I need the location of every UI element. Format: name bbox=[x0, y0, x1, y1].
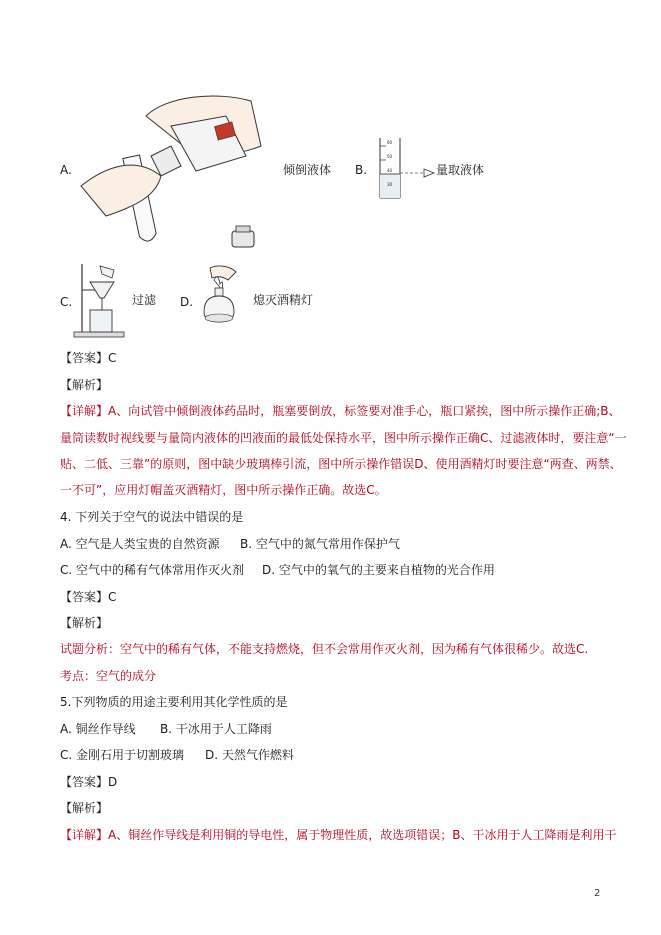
cylinder-tick-40: 40 bbox=[387, 168, 393, 173]
q3-analysis-heading: 【解析】 bbox=[60, 378, 109, 392]
q3-detail-line-3: 贴、二低、三靠”的原则，图中缺少玻璃棒引流，图中所示操作错误D、使用酒精灯时要注意“两查、两禁、 bbox=[60, 457, 622, 471]
q3-answer: 【答案】C bbox=[60, 351, 117, 365]
q3-detail-line-2: 量筒读数时视线要与量筒内液体的凹液面的最低处保持水平，图中所示操作正确C、过滤液体时，要注意“一 bbox=[60, 431, 627, 445]
q5-stem: 5.下列物质的用途主要利用其化学性质的是 bbox=[60, 695, 288, 709]
q5-answer: 【答案】D bbox=[60, 775, 118, 789]
q4-option-b: B. 空气中的氮气常用作保护气 bbox=[240, 537, 400, 551]
option-c-label: C. bbox=[60, 295, 73, 309]
option-a-label: A. bbox=[60, 163, 72, 177]
q4-kaodian: 考点：空气的成分 bbox=[60, 669, 157, 683]
option-b-caption: 量取液体 bbox=[436, 163, 485, 177]
q4-analysis-heading: 【解析】 bbox=[60, 616, 109, 630]
cylinder-tick-30: 30 bbox=[387, 182, 393, 187]
figure-filtration bbox=[72, 262, 128, 338]
q4-answer: 【答案】C bbox=[60, 590, 117, 604]
option-b-label: B. bbox=[355, 163, 368, 177]
q4-detail: 试题分析：空气中的稀有气体，不能支持燃烧，但不会常用作灭火剂，因为稀有气体很稀少。故选C. bbox=[60, 642, 589, 656]
figure-graduated-cylinder bbox=[376, 136, 438, 200]
figure-alcohol-lamp bbox=[198, 262, 244, 328]
q5-analysis-heading: 【解析】 bbox=[60, 801, 109, 815]
q4-stem: 4. 下列关于空气的说法中错误的是 bbox=[60, 510, 244, 524]
q5-option-d: D. 天然气作燃料 bbox=[205, 748, 294, 762]
cylinder-tick-60: 60 bbox=[387, 140, 393, 145]
q5-option-b: B. 干冰用于人工降雨 bbox=[160, 722, 272, 736]
option-d-label: D. bbox=[180, 295, 194, 309]
page-number: 2 bbox=[594, 888, 601, 899]
q5-option-a: A. 铜丝作导线 bbox=[60, 722, 136, 736]
option-c-caption: 过滤 bbox=[132, 293, 157, 307]
figure-pouring-liquid bbox=[76, 86, 266, 254]
q4-option-a: A. 空气是人类宝贵的自然资源 bbox=[60, 537, 220, 551]
q5-detail: 【详解】A、铜丝作导线是利用铜的导电性，属于物理性质，故选项错误；B、干冰用于人工降雨是利用干 bbox=[60, 828, 617, 842]
q4-option-c: C. 空气中的稀有气体常用作灭火剂 bbox=[60, 563, 245, 577]
q5-option-c: C. 金刚石用于切割玻璃 bbox=[60, 748, 185, 762]
option-a-caption: 倾倒液体 bbox=[283, 163, 332, 177]
q4-option-d: D. 空气中的氧气的主要来自植物的光合作用 bbox=[262, 563, 495, 577]
q3-detail-line-1: 【详解】A、向试管中倾倒液体药品时，瓶塞要倒放，标签要对准手心，瓶口紧挨，图中所示操作正确;B、 bbox=[60, 404, 621, 418]
q3-detail-line-4: 一不可”，应用灯帽盖灭酒精灯，图中所示操作正确。故选C。 bbox=[60, 483, 387, 497]
cylinder-tick-50: 50 bbox=[387, 154, 393, 159]
option-d-caption: 熄灭酒精灯 bbox=[253, 293, 314, 307]
